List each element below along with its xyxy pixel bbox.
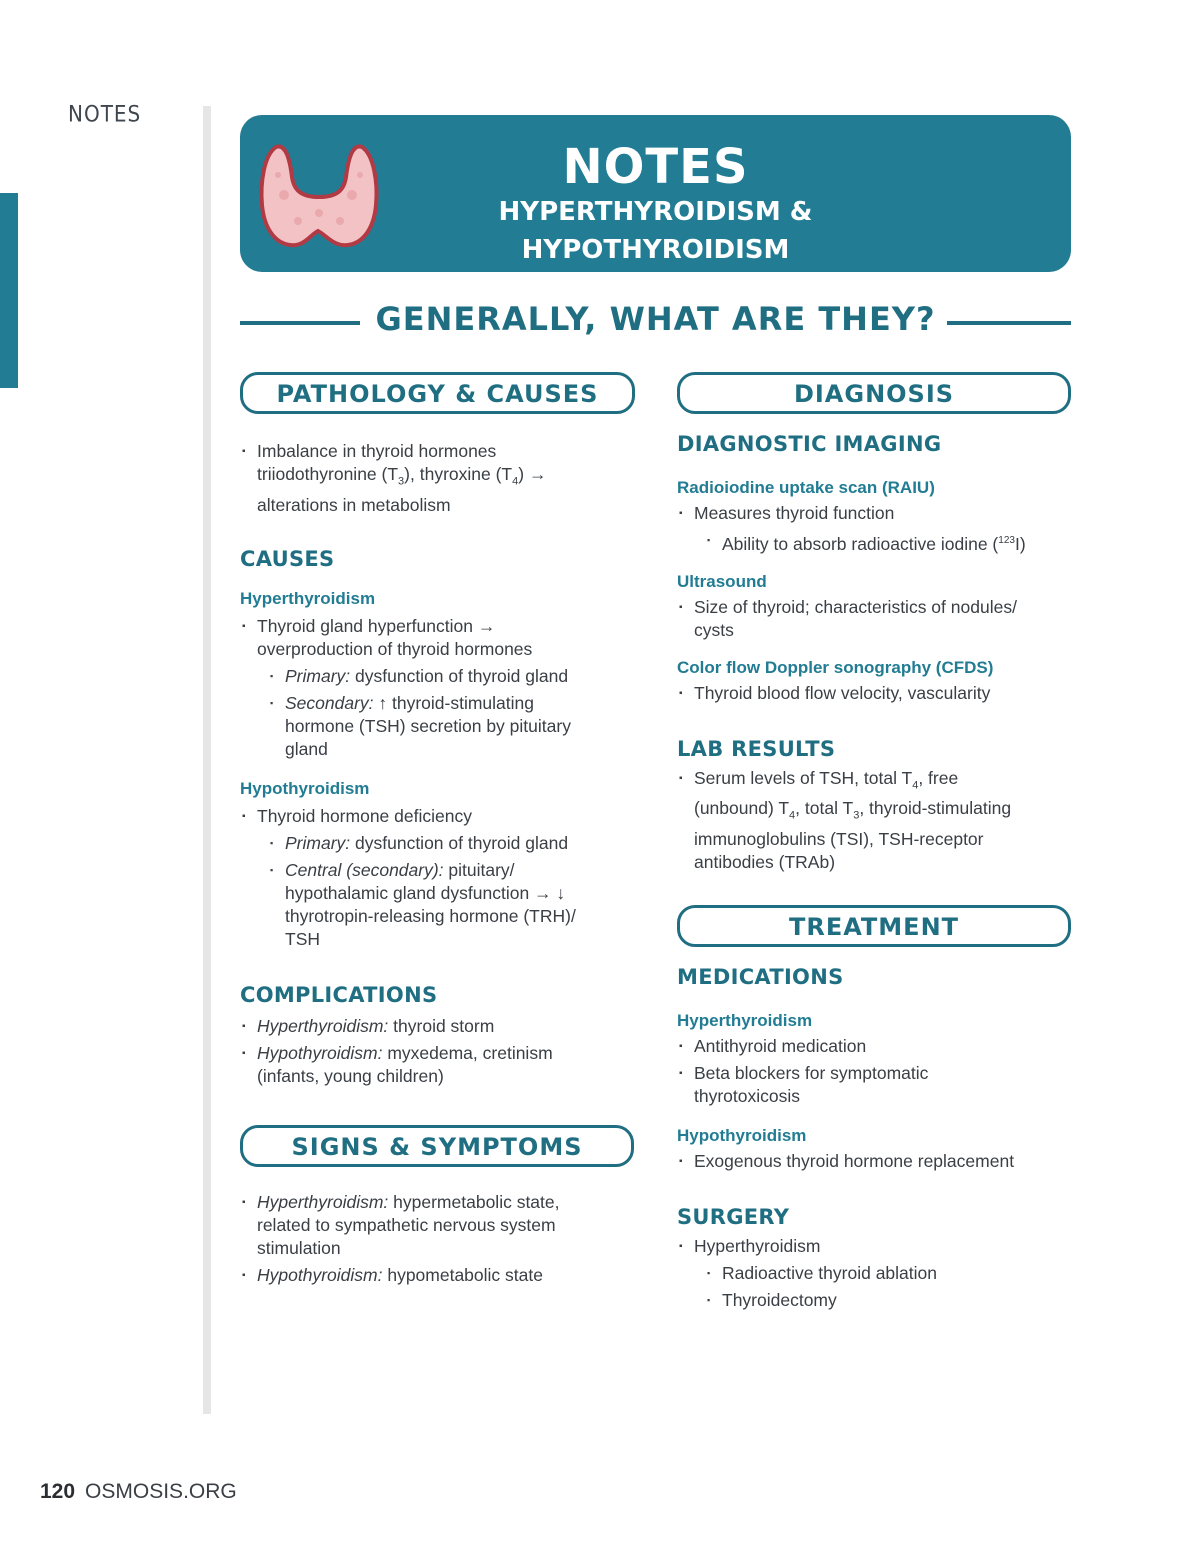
banner-subtitle-line1: HYPERTHYROIDISM & (498, 197, 813, 227)
heading-rule-right (947, 321, 1071, 325)
list-item: ▪ Thyroidectomy (677, 1289, 1077, 1312)
list-item: ▪ Thyroid gland hyperfunction → overproduction of thyroid hormones (240, 615, 640, 661)
list-item: ▪ Beta blockers for symptomatic thyrotoxicosis (677, 1062, 1077, 1108)
complications-heading: COMPLICATIONS (240, 982, 438, 1007)
page-footer (40, 1480, 237, 1504)
list-item: ▪ Measures thyroid function (677, 502, 1077, 525)
title-banner (240, 115, 1071, 272)
banner-subtitle-line2: HYPOTHYROIDISM (521, 235, 790, 265)
lab-results-heading: LAB RESULTS (677, 736, 836, 761)
footer-site: OSMOSIS.ORG (85, 1480, 237, 1503)
list-item: ▪ Hypothyroidism: myxedema, cretinism (infants, young children) (240, 1042, 640, 1088)
diagnostic-imaging-heading: DIAGNOSTIC IMAGING (677, 432, 942, 456)
list-item: ▪ Hyperthyroidism: thyroid storm (240, 1015, 640, 1038)
diagnosis-section (677, 432, 1077, 874)
surgery-heading: SURGERY (677, 1205, 790, 1229)
treatment-hypo-label: Hypothyroidism (677, 1126, 807, 1145)
raiu-label: Radioiodine uptake scan (RAIU) (677, 478, 935, 497)
list-item: ▪ Primary: dysfunction of thyroid gland (240, 832, 640, 855)
treatment-pill: TREATMENT (677, 905, 1071, 947)
list-item: ▪ Secondary: ↑ thyroid-stimulating hormone (TSH) secretion by pituitary gland (240, 692, 640, 761)
list-item: ▪ Ability to absorb radioactive iodine ($^{123}$I) (677, 529, 1077, 556)
treatment-hyper-label: Hyperthyroidism (677, 1011, 813, 1030)
pathology-causes-pill: PATHOLOGY & CAUSES (240, 372, 635, 414)
side-label: NOTES (68, 100, 142, 128)
list-item: ▪ Thyroid blood flow velocity, vascularity (677, 682, 1077, 705)
banner-subtitle (240, 193, 1071, 269)
list-item: ▪ Central (secondary): pituitary/ hypothalamic gland dysfunction → ↓ thyrotropin-releasing hormone (TRH)/ TSH (240, 859, 640, 951)
list-item: ▪ Hyperthyroidism (677, 1235, 1077, 1258)
banner-title: NOTES (562, 139, 749, 195)
side-tab (0, 193, 18, 388)
pathology-section (240, 440, 640, 1088)
page-number: 120 (40, 1480, 76, 1503)
list-item: ▪ Size of thyroid; characteristics of nodules/ cysts (677, 596, 1077, 642)
signs-symptoms-pill: SIGNS & SYMPTOMS (240, 1125, 634, 1167)
list-item: ▪ Exogenous thyroid hormone replacement (677, 1150, 1077, 1173)
list-item: ▪ Antithyroid medication (677, 1035, 1077, 1058)
causes-heading: CAUSES (240, 546, 335, 571)
medications-heading: MEDICATIONS (677, 965, 844, 989)
treatment-section (677, 965, 1077, 1312)
list-item: ▪ Serum levels of TSH, total $T_4$, free (unbound) $T_4$, total $T_3$, thyroid-stimulating immunoglobulins (TSI), TSH-receptor antibodies (TRAb) (677, 767, 1077, 874)
causes-hypo-label: Hypothyroidism (240, 778, 370, 798)
margin-divider (203, 106, 211, 1414)
causes-hyper-label: Hyperthyroidism (240, 588, 376, 608)
diagnosis-pill: DIAGNOSIS (677, 372, 1071, 414)
section-heading-text: GENERALLY, WHAT ARE THEY? (375, 300, 936, 338)
list-item: ▪ Primary: dysfunction of thyroid gland (240, 665, 640, 688)
list-item: ▪ Hyperthyroidism: hypermetabolic state, related to sympathetic nervous system stimulation (240, 1191, 640, 1260)
list-item: ▪ Radioactive thyroid ablation (677, 1262, 1077, 1285)
signs-section (240, 1191, 640, 1287)
pathology-intro: ▪ Imbalance in thyroid hormones triiodothyronine $(T_3)$, thyroxine $(T_4)$ → alterations in metabolism (240, 440, 640, 517)
ultrasound-label: Ultrasound (677, 571, 767, 591)
cfds-label: Color flow Doppler sonography (CFDS) (677, 657, 994, 677)
list-item: ▪ Hypothyroidism: hypometabolic state (240, 1264, 640, 1287)
list-item: ▪ Thyroid hormone deficiency (240, 805, 640, 828)
section-heading (240, 300, 1071, 346)
